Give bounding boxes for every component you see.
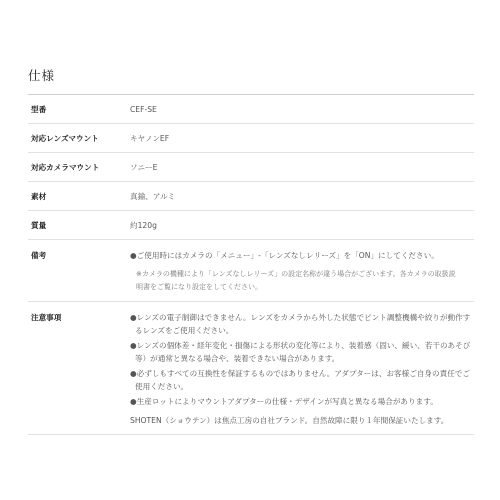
caution-item-4-line-1: ●生産ロットによりマウントアダプターの仕様・デザインが写真と異なる場合があります。 — [130, 397, 438, 406]
spec-value-camera-mount: ソニーE — [130, 162, 158, 172]
spec-label-remarks: 備考 — [31, 251, 47, 260]
spec-label-camera-mount: 対応カメラマウント — [31, 162, 100, 172]
spec-row-remarks — [28, 240, 474, 302]
spec-row-camera-mount — [28, 153, 474, 182]
caution-item-2 — [130, 339, 474, 365]
remarks-subnote — [130, 268, 474, 294]
spec-table — [28, 94, 474, 435]
caution-item-2-line-1: ●レンズの個体差・経年変化・損傷による形状の変化等により、装着感（固い、緩い、若干のあそび — [130, 341, 471, 350]
spec-value-cautions — [130, 311, 474, 427]
spec-value-material: 真鍮、アルミ — [130, 191, 176, 201]
caution-item-3-line-1: ●必ずしもすべての互換性を保証するものではありません。アダプターは、お客様ご自身の責任でご — [130, 369, 470, 378]
remarks-subnote-line-1: ※カメラの機種により「レンズなしレリーズ」の設定名称が違う場合がございます。各カメラの取扱説 — [136, 270, 456, 278]
spec-value-model: CEF-SE — [130, 104, 157, 114]
spec-value-weight: 約120g — [130, 220, 157, 230]
spec-value-remarks — [130, 249, 474, 294]
remarks-line: ●ご使用時にはカメラの「メニュー」-「レンズなしレリーズ」を「ON」にしてください。 — [130, 251, 439, 260]
spec-row-lens-mount — [28, 124, 474, 153]
caution-item-4 — [130, 395, 474, 408]
caution-item-3 — [130, 367, 474, 393]
caution-item-3-line-2: 使用ください。 — [135, 382, 189, 391]
caution-item-1 — [130, 311, 474, 337]
spec-row-weight — [28, 211, 474, 240]
remarks-subnote-line-2: 明書をご覧になり設定をしてください。 — [136, 283, 262, 291]
spec-row-material — [28, 182, 474, 211]
section-title: 仕様 — [28, 68, 56, 83]
caution-item-2-line-2: 等）が通常と異なる場合や、装着できない場合があります。 — [135, 354, 340, 363]
spec-row-cautions — [28, 302, 474, 435]
spec-row-model — [28, 95, 474, 124]
spec-label-model: 型番 — [31, 104, 47, 114]
caution-item-1-line-2: るレンズをご使用ください。 — [135, 326, 234, 335]
spec-label-lens-mount: 対応レンズマウント — [31, 133, 99, 143]
brand-warranty-note: SHOTEN（ショウテン）は焦点工房の自社ブランド。自然故障に限り１年間保証いたします。 — [130, 416, 449, 425]
spec-value-lens-mount: キヤノンEF — [130, 133, 170, 143]
caution-item-1-line-1: ●レンズの電子制御はできません。レンズをカメラから外した状態でピント調整機構や絞りが動作す — [130, 313, 471, 322]
spec-label-material: 素材 — [31, 191, 47, 201]
spec-label-weight: 質量 — [31, 220, 47, 230]
spec-label-cautions: 注意事項 — [31, 313, 62, 322]
